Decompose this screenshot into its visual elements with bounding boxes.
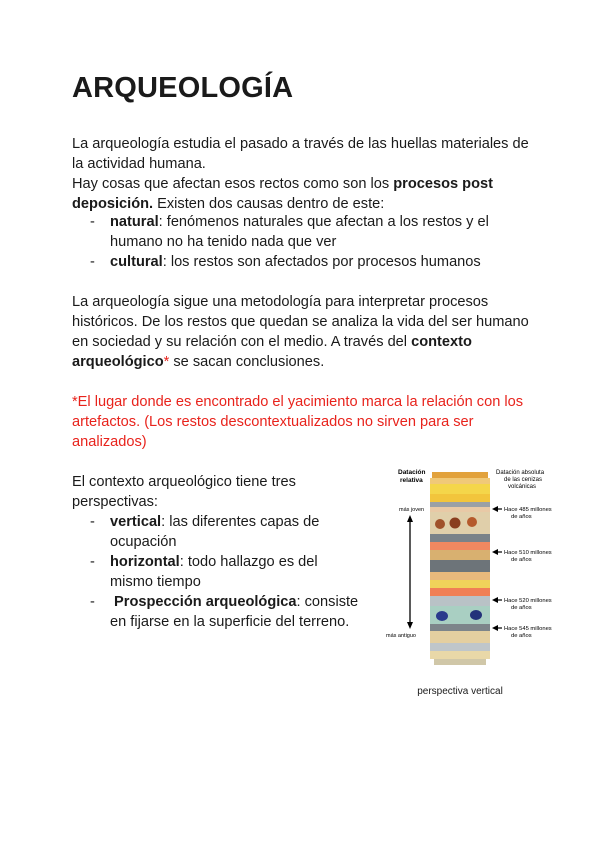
layer — [430, 560, 490, 572]
dash-bullet: - — [90, 254, 95, 270]
dash-bullet: - — [90, 554, 95, 570]
right-header-1: Datación absoluta — [496, 470, 545, 476]
fossil — [467, 517, 477, 527]
dash-bullet: - — [90, 214, 95, 230]
arrow-head — [407, 622, 413, 629]
method-text: La arqueología sigue una metodología para interpretar procesos históricos. De los restos que quedan se analiza la vida del ser humano en sociedad y su relación con el medio. A través del — [72, 294, 529, 350]
layer — [430, 624, 490, 631]
date-label: de años — [511, 633, 532, 639]
perspective-term: vertical — [110, 514, 162, 530]
intro-line-2-post: Existen dos causas dentro de este: — [153, 196, 385, 212]
list-item — [72, 592, 362, 632]
perspective-term: horizontal — [110, 554, 180, 570]
stratigraphy-diagram — [380, 466, 580, 681]
method-paragraph — [72, 292, 542, 372]
layer — [430, 631, 490, 643]
list-item — [72, 252, 512, 272]
arrow-head — [407, 515, 413, 522]
causes-list — [72, 212, 512, 272]
left-header-1: Datación — [398, 469, 426, 476]
right-header-2: de las cenizas — [504, 477, 543, 483]
layer — [430, 588, 490, 596]
date-label: de años — [511, 514, 532, 520]
layer — [434, 659, 486, 665]
intro-paragraph — [72, 134, 542, 214]
left-header-2: relativa — [400, 477, 423, 484]
fossil — [450, 518, 461, 529]
date-label: Hace 485 millones — [504, 507, 552, 513]
method-star: * — [163, 354, 170, 370]
dash-bullet: - — [90, 514, 95, 530]
intro-line-2-pre: Hay cosas que afectan esos rectos como son los — [72, 176, 394, 192]
layer — [430, 507, 490, 512]
date-label: de años — [511, 557, 532, 563]
list-item — [72, 512, 362, 552]
intro-line-1: La arqueología estudia el pasado a través de las huellas materiales de la actividad humana. — [72, 136, 529, 172]
cause-desc: : fenómenos naturales que afectan a los restos y el humano no ha tenido nada que ver — [110, 214, 489, 250]
layer — [430, 572, 490, 580]
list-item — [72, 212, 512, 252]
date-label: Hace 520 millones — [504, 598, 552, 604]
date-label: Hace 545 millones — [504, 626, 552, 632]
layer — [430, 494, 490, 502]
layer — [430, 643, 490, 651]
perspective-desc: : las diferentes capas de ocupación — [110, 514, 320, 550]
perspective-desc: : consiste en fijarse en la superficie del terreno. — [110, 594, 359, 630]
method-post: se sacan conclusiones. — [169, 354, 325, 370]
perspective-desc: : todo hallazgo es del mismo tiempo — [110, 554, 318, 590]
layer — [430, 596, 490, 606]
layer — [432, 472, 488, 478]
figure-caption: perspectiva vertical — [417, 686, 503, 697]
layer — [430, 478, 490, 484]
intro-bold-term: procesos post deposición. — [72, 176, 493, 212]
fossil — [436, 611, 448, 621]
cause-desc: : los restos son afectados por procesos humanos — [162, 254, 481, 270]
top-label: más joven — [399, 507, 425, 513]
date-label: de años — [511, 605, 532, 611]
page-title: ARQUEOLOGÍA — [72, 72, 294, 104]
layer — [430, 502, 490, 507]
date-label: Hace 510 millones — [504, 550, 552, 556]
fossil — [435, 519, 445, 529]
cause-term: cultural — [110, 254, 163, 270]
cause-term: natural — [110, 214, 159, 230]
perspectives-intro: El contexto arqueológico tiene tres perspectivas: — [72, 474, 296, 510]
list-item — [72, 552, 362, 592]
perspectives-list — [72, 512, 362, 632]
perspective-term: Prospección arqueológica — [110, 594, 297, 610]
layer — [430, 542, 490, 550]
method-bold-term: contexto arqueológico — [72, 334, 472, 370]
bottom-label: más antiguo — [386, 633, 416, 639]
right-header-3: volcánicas — [508, 484, 537, 490]
layer — [430, 651, 490, 659]
footnote-paragraph: *El lugar donde es encontrado el yacimiento marca la relación con los artefactos. (Los restos descontextualizados no sirven para ser analizados) — [72, 394, 524, 450]
layer — [430, 484, 490, 494]
layer — [430, 534, 490, 542]
fossil — [470, 610, 482, 620]
dash-bullet: - — [90, 594, 95, 610]
layer — [430, 580, 490, 588]
layer — [430, 550, 490, 560]
